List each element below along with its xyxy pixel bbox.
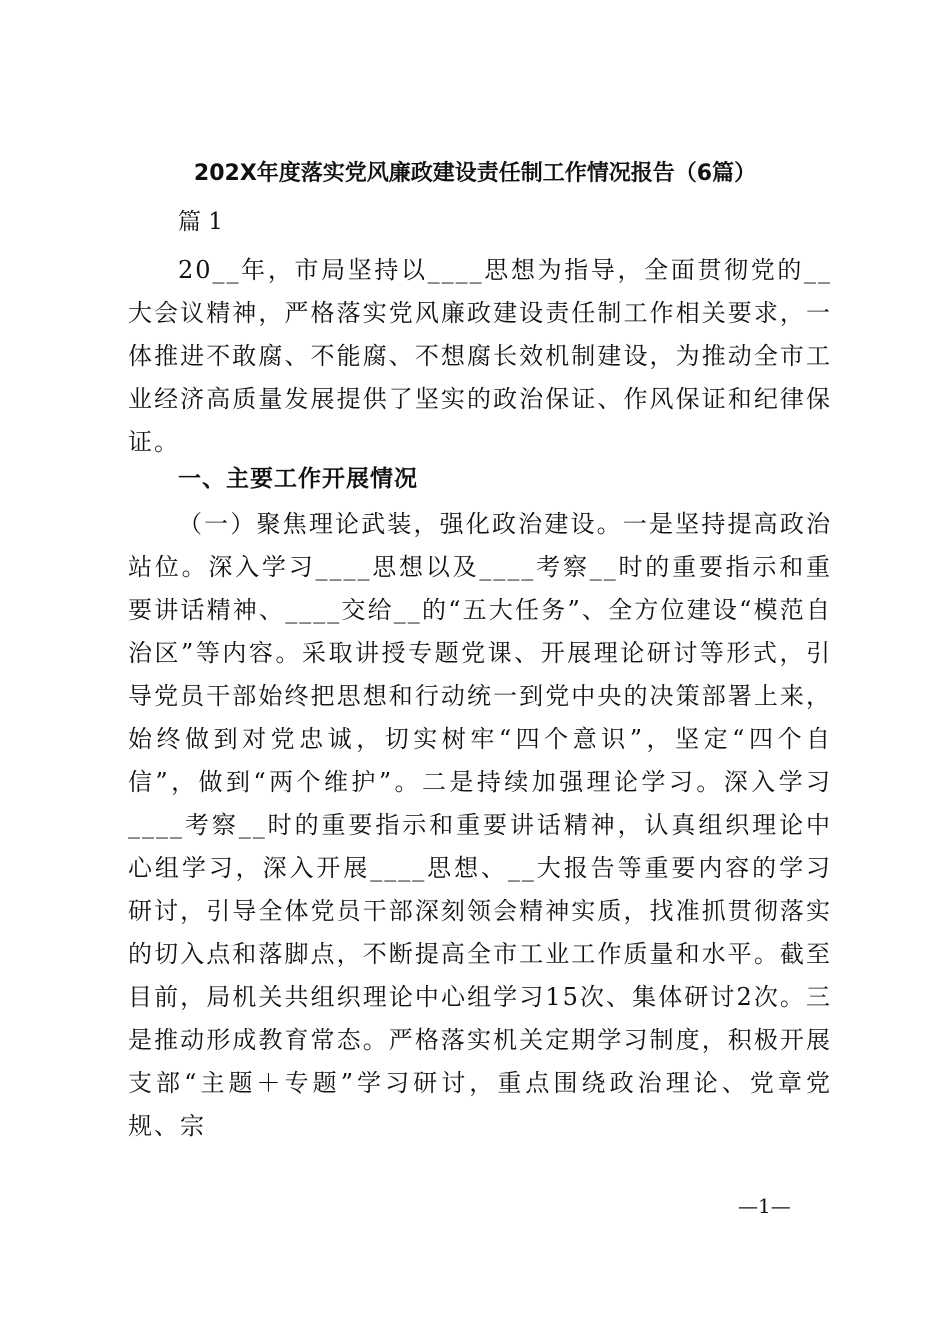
document-title: 202X年度落实党风廉政建设责任制工作情况报告（6篇）	[193, 161, 757, 186]
page-number: —1—	[738, 1194, 791, 1218]
section-paragraph: （一）聚焦理论武装，强化政治建设。一是坚持提高政治站位。深入学习____思想以及____考察__时的重要指示和重要讲话精神、____交给__的“五大任务”、全方位建设“模范自治区”等内容。采取讲授专题党课、开展理论研讨等形式，引导党员干部始终把思想和行动统一到党中央的决策部署上来，始终做到对党忠诚，切实树牢“四个意识”，坚定“四个自信”，做到“两个维护”。二是持续加强理论学习。深入学习____考察__时的重要指示和重要讲话精神，认真组织理论中心组学习，深入开展____思想、__大报告等重要内容的学习研讨，引导全体党员干部深刻领会精神实质，找准抓贯彻落实的切入点和落脚点，不断提高全市工业工作质量和水平。截至目前，局机关共组织理论中心组学习15次、集体研讨2次。三是推动形成教育常态。严格落实机关定期学习制度，积极开展支部“主题＋专题”学习研讨，重点围绕政治理论、党章党规、宗	[128, 510, 832, 1140]
section-heading: 一、主要工作开展情况	[178, 466, 418, 492]
intro-paragraph: 20__年，市局坚持以____思想为指导，全面贯彻党的__大会议精神，严格落实党风廉政建设责任制工作相关要求，一体推进不敢腐、不能腐、不想腐长效机制建设，为推动全市工业经济高质量发展提供了坚实的政治保证、作风保证和纪律保证。	[128, 256, 832, 456]
part-label: 篇 1	[178, 209, 223, 235]
